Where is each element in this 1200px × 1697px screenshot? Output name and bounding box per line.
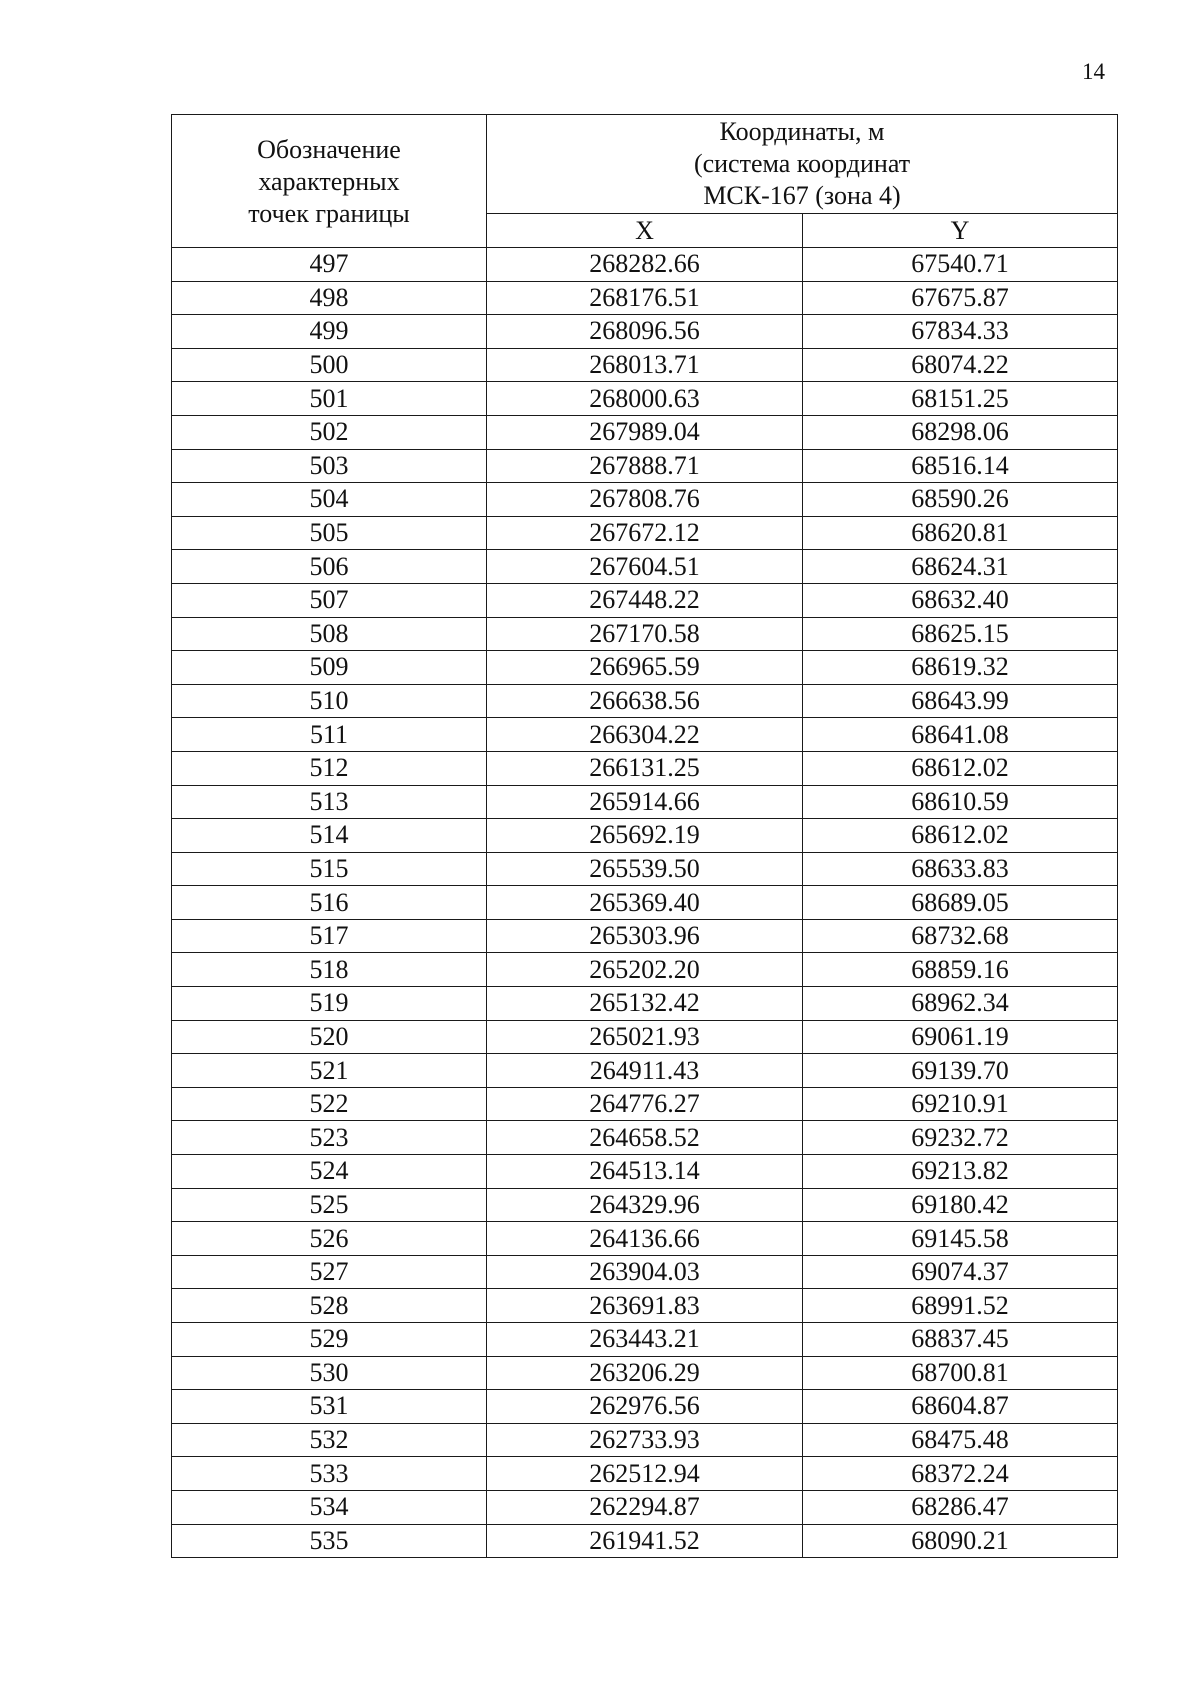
x-cell: 264658.52 [487,1121,803,1155]
table-row [172,449,1118,483]
x-cell: 265202.20 [487,953,803,987]
x-cell: 265132.42 [487,987,803,1021]
x-cell: 263691.83 [487,1289,803,1323]
table-row [172,819,1118,853]
point-cell: 516 [172,886,487,920]
point-cell: 524 [172,1155,487,1189]
header-coordinates-line: Координаты, м [719,117,885,146]
y-cell: 68590.26 [803,483,1118,517]
y-cell: 68732.68 [803,919,1118,953]
x-cell: 266304.22 [487,718,803,752]
y-cell: 69139.70 [803,1054,1118,1088]
y-cell: 69180.42 [803,1188,1118,1222]
x-cell: 264136.66 [487,1222,803,1256]
point-cell: 525 [172,1188,487,1222]
header-point-line: точек границы [248,199,410,228]
y-cell: 69145.58 [803,1222,1118,1256]
y-cell: 68074.22 [803,348,1118,382]
x-cell: 264776.27 [487,1087,803,1121]
point-cell: 511 [172,718,487,752]
x-cell: 267604.51 [487,550,803,584]
y-cell: 68286.47 [803,1490,1118,1524]
table-row [172,1054,1118,1088]
point-cell: 523 [172,1121,487,1155]
table-row [172,651,1118,685]
table-row [172,1323,1118,1357]
point-cell: 522 [172,1087,487,1121]
point-cell: 499 [172,315,487,349]
table-row [172,684,1118,718]
header-point-line: характерных [258,167,400,196]
point-cell: 534 [172,1490,487,1524]
x-cell: 263904.03 [487,1255,803,1289]
table-row [172,718,1118,752]
table-row [172,1188,1118,1222]
table-row [172,987,1118,1021]
header-coordinates-line: (система координат [693,149,911,178]
point-cell: 527 [172,1255,487,1289]
header-point-line: Обозначение [257,135,401,164]
x-cell: 265692.19 [487,819,803,853]
x-cell: 268000.63 [487,382,803,416]
y-cell: 69210.91 [803,1087,1118,1121]
header-point-designation [172,115,487,248]
y-cell: 68610.59 [803,785,1118,819]
point-cell: 505 [172,516,487,550]
table-row [172,1423,1118,1457]
table-row [172,1020,1118,1054]
point-cell: 530 [172,1356,487,1390]
point-cell: 501 [172,382,487,416]
x-cell: 262733.93 [487,1423,803,1457]
point-cell: 512 [172,751,487,785]
header-x: X [487,214,803,248]
table-row [172,1390,1118,1424]
page-number: 14 [1082,59,1105,84]
y-cell: 68619.32 [803,651,1118,685]
x-cell: 265914.66 [487,785,803,819]
table-row [172,382,1118,416]
y-cell: 68689.05 [803,886,1118,920]
x-cell: 267448.22 [487,583,803,617]
table-row [172,1524,1118,1558]
table-row [172,953,1118,987]
x-cell: 267672.12 [487,516,803,550]
y-cell: 68991.52 [803,1289,1118,1323]
table-row [172,550,1118,584]
table-row [172,1087,1118,1121]
y-cell: 68516.14 [803,449,1118,483]
y-cell: 68372.24 [803,1457,1118,1491]
y-cell: 68090.21 [803,1524,1118,1558]
x-cell: 268176.51 [487,281,803,315]
x-cell: 265021.93 [487,1020,803,1054]
x-cell: 264911.43 [487,1054,803,1088]
x-cell: 264329.96 [487,1188,803,1222]
point-cell: 503 [172,449,487,483]
x-cell: 262294.87 [487,1490,803,1524]
point-cell: 508 [172,617,487,651]
point-cell: 533 [172,1457,487,1491]
point-cell: 509 [172,651,487,685]
table-row [172,1356,1118,1390]
y-cell: 68633.83 [803,852,1118,886]
x-cell: 267170.58 [487,617,803,651]
table-header-row [172,115,1118,214]
point-cell: 529 [172,1323,487,1357]
table-row [172,785,1118,819]
y-cell: 68837.45 [803,1323,1118,1357]
header-y: Y [803,214,1118,248]
y-cell: 69061.19 [803,1020,1118,1054]
point-cell: 514 [172,819,487,853]
x-cell: 268013.71 [487,348,803,382]
y-cell: 68859.16 [803,953,1118,987]
table-body [172,248,1118,1558]
point-cell: 518 [172,953,487,987]
y-cell: 68298.06 [803,415,1118,449]
point-cell: 526 [172,1222,487,1256]
point-cell: 513 [172,785,487,819]
point-cell: 517 [172,919,487,953]
y-cell: 69074.37 [803,1255,1118,1289]
x-cell: 266638.56 [487,684,803,718]
x-cell: 262976.56 [487,1390,803,1424]
y-cell: 68641.08 [803,718,1118,752]
y-cell: 68475.48 [803,1423,1118,1457]
table-row [172,1255,1118,1289]
x-cell: 262512.94 [487,1457,803,1491]
x-cell: 263443.21 [487,1323,803,1357]
y-cell: 67834.33 [803,315,1118,349]
table-row [172,1490,1118,1524]
table-row [172,583,1118,617]
table-row [172,348,1118,382]
header-coordinates [487,115,1118,214]
x-cell: 264513.14 [487,1155,803,1189]
point-cell: 502 [172,415,487,449]
point-cell: 520 [172,1020,487,1054]
y-cell: 68620.81 [803,516,1118,550]
table-row [172,886,1118,920]
x-cell: 261941.52 [487,1524,803,1558]
y-cell: 69213.82 [803,1155,1118,1189]
table-row [172,852,1118,886]
table-row [172,1155,1118,1189]
y-cell: 69232.72 [803,1121,1118,1155]
table-row [172,281,1118,315]
x-cell: 268282.66 [487,248,803,282]
x-cell: 266131.25 [487,751,803,785]
y-cell: 68643.99 [803,684,1118,718]
point-cell: 515 [172,852,487,886]
table-row [172,1121,1118,1155]
point-cell: 535 [172,1524,487,1558]
point-cell: 521 [172,1054,487,1088]
point-cell: 497 [172,248,487,282]
x-cell: 266965.59 [487,651,803,685]
y-cell: 68624.31 [803,550,1118,584]
table-row [172,1457,1118,1491]
table-row [172,751,1118,785]
point-cell: 519 [172,987,487,1021]
table-row [172,617,1118,651]
point-cell: 532 [172,1423,487,1457]
x-cell: 267989.04 [487,415,803,449]
table-row [172,248,1118,282]
point-cell: 528 [172,1289,487,1323]
x-cell: 265539.50 [487,852,803,886]
x-cell: 263206.29 [487,1356,803,1390]
header-coordinates-line: МСК-167 (зона 4) [703,181,901,210]
y-cell: 68625.15 [803,617,1118,651]
point-cell: 510 [172,684,487,718]
table-row [172,315,1118,349]
point-cell: 500 [172,348,487,382]
table-row [172,919,1118,953]
x-cell: 267888.71 [487,449,803,483]
point-cell: 506 [172,550,487,584]
y-cell: 67675.87 [803,281,1118,315]
y-cell: 68962.34 [803,987,1118,1021]
y-cell: 68632.40 [803,583,1118,617]
table-row [172,415,1118,449]
point-cell: 531 [172,1390,487,1424]
table-row [172,1222,1118,1256]
coordinates-table [171,114,1118,1558]
x-cell: 267808.76 [487,483,803,517]
x-cell: 265303.96 [487,919,803,953]
x-cell: 265369.40 [487,886,803,920]
table-row [172,1289,1118,1323]
point-cell: 498 [172,281,487,315]
point-cell: 504 [172,483,487,517]
y-cell: 68700.81 [803,1356,1118,1390]
y-cell: 68612.02 [803,751,1118,785]
y-cell: 68151.25 [803,382,1118,416]
point-cell: 507 [172,583,487,617]
table-row [172,516,1118,550]
y-cell: 68604.87 [803,1390,1118,1424]
table-row [172,483,1118,517]
x-cell: 268096.56 [487,315,803,349]
y-cell: 68612.02 [803,819,1118,853]
y-cell: 67540.71 [803,248,1118,282]
